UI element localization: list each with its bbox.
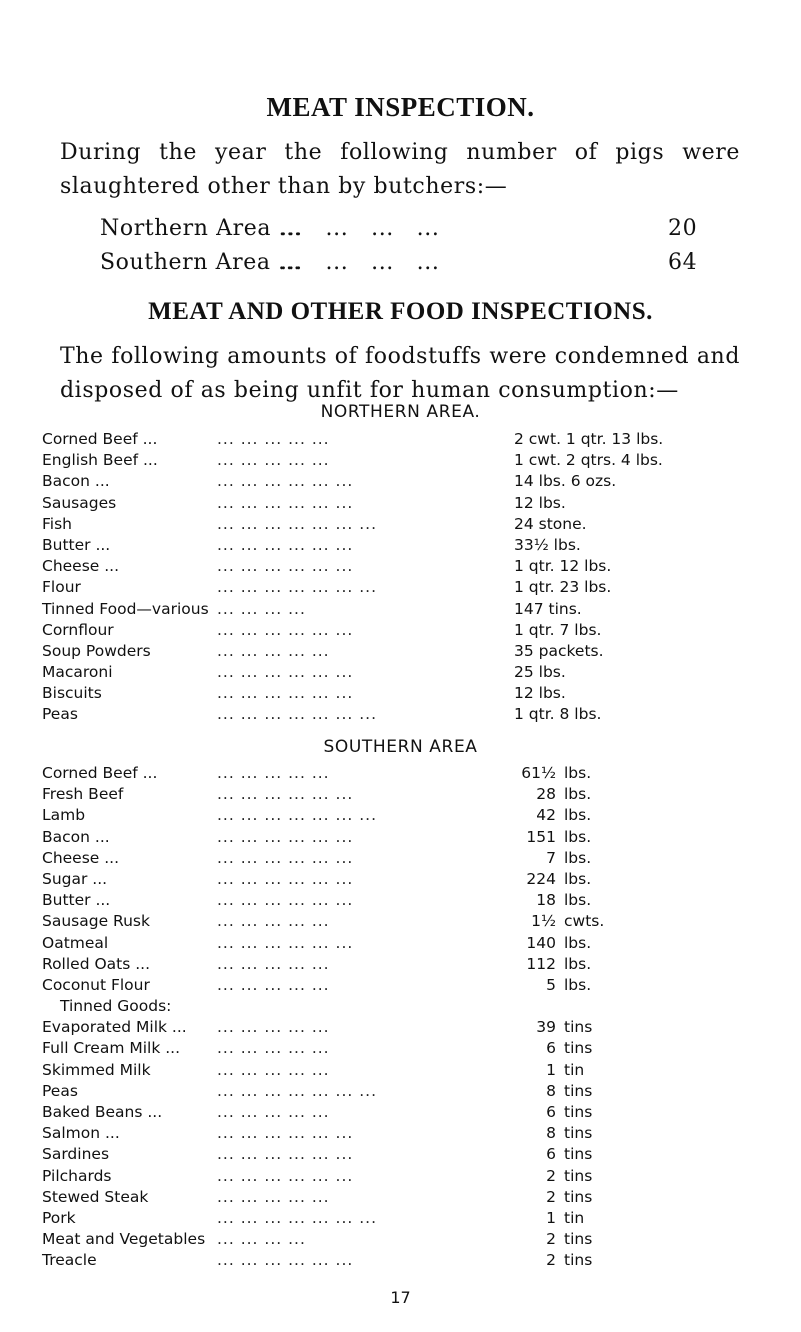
table-row [42,1167,782,1188]
table-row [42,1188,782,1209]
item-amount: 2 cwt. 1 qtr. 13 lbs. [514,430,664,448]
leader-dots: ... ... ... ... ... ... [217,933,354,952]
item-unit: tins [564,1103,593,1121]
item-name: English Beef ... [42,451,158,470]
leader-dots: ... ... ... ... ... ... [217,620,354,639]
item-quantity: 151 [526,827,556,846]
table-row [42,600,782,621]
item-unit: tins [564,1145,593,1164]
item-name: Soup Powders [42,641,151,660]
leader-dots: ... ... ... ... ... ... [217,1124,354,1143]
item-quantity: 42 [536,806,556,825]
item-name: Butter ... [42,535,111,554]
table-row [42,785,782,806]
item-amount: 1 cwt. 2 qtrs. 4 lbs. [514,451,663,470]
table-row [42,870,782,891]
item-name: Tinned Food—various [42,599,209,618]
leader-dots: ... ... ... ... ... [217,1187,330,1206]
item-name: Stewed Steak [42,1187,149,1206]
table-row [42,764,782,785]
item-quantity: 6 [546,1145,556,1164]
item-amount: 1 qtr. 8 lbs. [514,705,602,724]
table-row [42,494,782,515]
item-quantity: 2 [546,1230,556,1249]
item-unit: cwts. [564,912,605,931]
item-unit: tins [564,1230,593,1249]
leader-dots: ... ... ... ... ... ... [217,472,354,491]
table-row [42,1209,782,1230]
item-name: Salmon ... [42,1124,120,1143]
table-row [42,955,782,976]
leader-dots: ... ... ... ... ... ... [217,848,354,867]
item-quantity: 5 [546,975,556,994]
item-name: Skimmed Milk [42,1060,151,1079]
table-row [42,1061,782,1082]
item-quantity: 8 [546,1124,556,1143]
table-row [42,1251,782,1272]
item-quantity: 2 [546,1187,556,1206]
item-unit: lbs. [564,806,592,825]
table-row [42,1103,782,1124]
item-name: Full Cream Milk ... [42,1039,181,1058]
item-unit: lbs. [564,827,592,846]
section-subtitle: MEAT AND OTHER FOOD INSPECTIONS. [148,298,653,325]
pig-leader-dots: ... ... ... ... [280,216,440,241]
table-row [42,430,782,451]
item-unit: tins [564,1039,593,1058]
pig-count: 64 [668,250,698,275]
pig-count: 20 [668,216,698,241]
item-name: Cheese ... [42,848,120,867]
table-row [42,578,782,599]
leader-dots: ... ... ... ... ... ... [217,663,354,682]
item-name: Flour [42,578,81,597]
table-row [42,684,782,705]
item-unit: lbs. [564,954,592,973]
item-amount: 12 lbs. [514,684,566,703]
item-name: Biscuits [42,684,102,703]
table-row [42,806,782,827]
leader-dots: ... ... ... ... ... [217,1060,330,1079]
leader-dots: ... ... ... ... ... ... ... [217,1081,378,1100]
page-number: 17 [390,1288,411,1307]
leader-dots: ... ... ... ... ... ... [217,785,354,804]
item-unit: lbs. [564,891,592,910]
item-name: Sausages [42,493,117,512]
leader-dots: ... ... ... ... ... [217,975,330,994]
table-row [42,515,782,536]
item-quantity: 1½ [531,912,556,931]
item-name: Coconut Flour [42,975,150,994]
item-quantity: 39 [536,1018,556,1037]
leader-dots: ... ... ... ... [217,1230,306,1249]
table-row [42,663,782,684]
item-unit: tin [564,1208,585,1227]
item-name: Butter ... [42,891,111,910]
table-row [42,828,782,849]
table-row [42,891,782,912]
item-name: Oatmeal [42,933,109,952]
item-quantity: 7 [546,848,556,867]
leader-dots: ... ... ... ... ... [217,451,330,470]
item-unit: tin [564,1060,585,1079]
item-name: Lamb [42,806,86,825]
item-amount: 24 stone. [514,514,587,533]
item-quantity: 112 [526,954,556,973]
table-row [42,536,782,557]
item-quantity: 2 [546,1251,556,1270]
item-unit: lbs. [564,785,592,804]
table-row [42,472,782,493]
item-unit: lbs. [564,933,592,952]
item-amount: 1 qtr. 23 lbs. [514,578,612,597]
leader-dots: ... ... ... ... ... ... ... [217,1208,378,1227]
item-quantity: 6 [546,1103,556,1121]
item-quantity: 140 [526,933,556,952]
leader-dots: ... ... ... ... ... ... ... [217,578,378,597]
table-row [42,934,782,955]
table-row [42,557,782,578]
leader-dots: ... ... ... ... ... [217,1103,330,1121]
item-name: Peas [42,1081,78,1100]
southern-table [42,764,782,1273]
table-row [42,1018,782,1039]
southern-heading: SOUTHERN AREA [323,737,478,757]
leader-dots: ... ... ... ... ... ... [217,557,354,576]
item-unit: tins [564,1081,593,1100]
item-unit: lbs. [564,869,592,888]
item-name: Corned Beef ... [42,764,158,782]
leader-dots: ... ... ... ... ... ... [217,535,354,554]
leader-dots: ... ... ... ... ... [217,1018,330,1037]
item-name: Fresh Beef [42,785,124,804]
item-unit: lbs. [564,764,592,782]
item-unit: tins [564,1018,593,1037]
item-quantity: 2 [546,1166,556,1185]
table-row [42,976,782,997]
item-quantity: 28 [536,785,556,804]
item-quantity: 61½ [521,764,556,782]
food-intro: The following amounts of foodstuffs were condemned and disposed of as being unfit for human consumption:— [60,344,740,403]
item-amount: 35 packets. [514,641,604,660]
item-unit: tins [564,1166,593,1185]
leader-dots: ... ... ... ... ... ... [217,1251,354,1270]
leader-dots: ... ... ... ... [217,599,306,618]
leader-dots: ... ... ... ... ... ... [217,1145,354,1164]
leader-dots: ... ... ... ... ... ... [217,827,354,846]
item-name: Bacon ... [42,827,110,846]
item-amount: 14 lbs. 6 ozs. [514,472,617,491]
leader-dots: ... ... ... ... ... ... [217,684,354,703]
table-row [42,451,782,472]
table-row [42,642,782,663]
item-name: Cornflour [42,620,114,639]
table-row [42,1039,782,1060]
leader-dots: ... ... ... ... ... ... ... [217,705,378,724]
leader-dots: ... ... ... ... ... [217,912,330,931]
table-row [42,1082,782,1103]
item-unit: tins [564,1251,593,1270]
pig-area: Southern Area ... [100,250,301,275]
leader-dots: ... ... ... ... ... [217,1039,330,1058]
leader-dots: ... ... ... ... ... ... [217,891,354,910]
item-unit: tins [564,1124,593,1143]
item-name: Bacon ... [42,472,110,491]
item-quantity: 1 [546,1060,556,1079]
item-amount: 1 qtr. 7 lbs. [514,620,602,639]
item-amount: 25 lbs. [514,663,566,682]
item-amount: 33½ lbs. [514,535,581,554]
item-quantity: 18 [536,891,556,910]
item-name: Treacle [42,1251,97,1270]
page-title: MEAT INSPECTION. [266,92,535,122]
item-amount: 1 qtr. 12 lbs. [514,557,612,576]
northern-table [42,430,782,727]
leader-dots: ... ... ... ... ... ... ... [217,806,378,825]
leader-dots: ... ... ... ... ... [217,954,330,973]
item-quantity: 1 [546,1208,556,1227]
item-unit: lbs. [564,975,592,994]
leader-dots: ... ... ... ... ... ... [217,493,354,512]
item-name: Cheese ... [42,557,120,576]
item-name: Sugar ... [42,869,108,888]
leader-dots: ... ... ... ... ... [217,764,330,782]
pigs-intro: During the year the following number of pigs were slaughtered other than by butchers:— [60,140,740,199]
leader-dots: ... ... ... ... ... ... ... [217,514,378,533]
item-quantity: 8 [546,1081,556,1100]
item-name: Corned Beef ... [42,430,158,448]
leader-dots: ... ... ... ... ... [217,641,330,660]
table-row [42,621,782,642]
item-name: Baked Beans ... [42,1103,163,1121]
item-name: Sardines [42,1145,110,1164]
table-row [42,1145,782,1166]
item-name: Peas [42,705,78,724]
item-name: Meat and Vegetables [42,1230,206,1249]
item-name: Pilchards [42,1166,112,1185]
item-unit: tins [564,1187,593,1206]
tinned-goods-heading: Tinned Goods: [60,997,172,1016]
item-unit: lbs. [564,848,592,867]
table-row [42,1124,782,1145]
leader-dots: ... ... ... ... ... ... [217,869,354,888]
item-amount: 147 tins. [514,599,582,618]
item-name: Sausage Rusk [42,912,150,931]
item-quantity: 224 [526,869,556,888]
table-row [42,849,782,870]
table-row [42,1230,782,1251]
leader-dots: ... ... ... ... ... [217,430,330,448]
leader-dots: ... ... ... ... ... ... [217,1166,354,1185]
item-name: Fish [42,514,72,533]
item-name: Rolled Oats ... [42,954,151,973]
table-row [42,705,782,726]
table-row [42,912,782,933]
item-name: Pork [42,1208,76,1227]
pig-area: Northern Area ... [100,216,302,241]
pig-leader-dots: ... ... ... ... [280,250,440,275]
northern-heading: NORTHERN AREA. [320,402,481,422]
item-name: Macaroni [42,663,113,682]
item-quantity: 6 [546,1039,556,1058]
item-amount: 12 lbs. [514,493,566,512]
item-name: Evaporated Milk ... [42,1018,187,1037]
